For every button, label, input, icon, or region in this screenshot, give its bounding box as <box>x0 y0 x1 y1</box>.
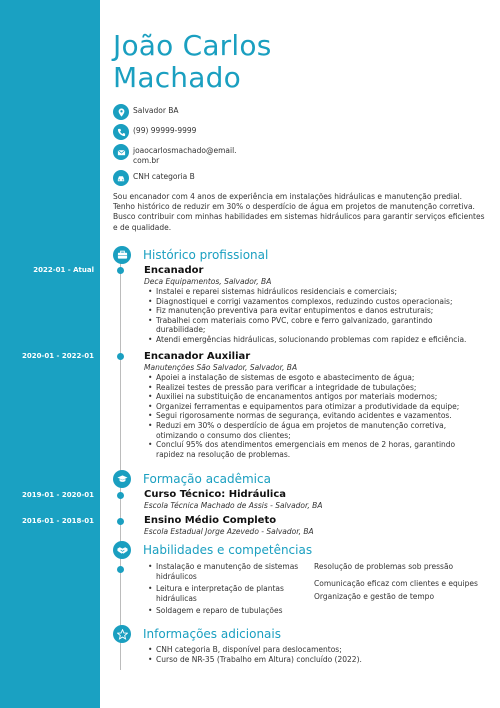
additional-info <box>144 645 484 664</box>
job-company-1: Deca Equipamentos, Salvador, BA <box>144 277 272 286</box>
section-education <box>113 470 271 488</box>
email-icon <box>113 144 129 160</box>
email-line-1: joaocarlosmachado@email. <box>133 146 237 155</box>
skills-column-2 <box>314 562 484 619</box>
section-skills <box>113 541 312 559</box>
list-item: • Curso de NR-35 (Trabalho em Altura) concluído (2022). <box>156 655 484 665</box>
job-company-2: Manutenções São Salvador, Salvador, BA <box>144 363 298 372</box>
edu-entry-2 <box>144 515 484 537</box>
professional-summary: Sou encanador com 4 anos de experiência em instalações hidráulicas e manutenção predial. Tenho histórico de reduzir em 30% o desperdício de água em projetos de manutenção corretiva. Busco contribuir com minhas habilidades em sistemas hidráulicos para garantir serviços eficientes e de qualidade. <box>113 192 485 232</box>
list-item: • Reduzi em 30% o desperdício de água em projetos de manutenção corretiva, otimizando o consumo dos clientes; <box>156 421 484 440</box>
location-icon <box>113 104 129 120</box>
candidate-name <box>113 30 485 94</box>
section-title-skills: Habilidades e competências <box>143 543 313 557</box>
edu-title-2: Ensino Médio Completo <box>144 515 277 526</box>
contact-location <box>113 106 485 120</box>
contact-phone <box>113 126 485 140</box>
timeline-dot <box>117 566 124 573</box>
edu-school-2: Escola Estadual Jorge Azevedo - Salvador, BA <box>144 527 314 536</box>
section-title-experience: Histórico profissional <box>143 248 269 262</box>
section-experience <box>113 246 268 264</box>
email-text <box>133 146 237 166</box>
graduation-cap-icon <box>113 470 131 488</box>
job-bullets-2 <box>144 373 484 459</box>
license-text: CNH categoria B <box>133 172 195 181</box>
list-item: • Soldagem e reparo de tubulações <box>156 606 314 616</box>
list-item: • Auxiliei na substituição de encanamentos antigos por materiais modernos; <box>156 392 484 402</box>
list-item: • Organizei ferramentas e equipamentos para otimizar a produtividade da equipe; <box>156 402 484 412</box>
timeline-dot <box>117 267 124 274</box>
skills-list-1 <box>144 562 314 616</box>
phone-icon <box>113 124 129 140</box>
location-text: Salvador BA <box>133 106 179 115</box>
list-item: • Trabalhei com materiais como PVC, cobre e ferro galvanizado, garantindo durabilidade; <box>156 316 484 335</box>
skills-list-2 <box>314 562 484 602</box>
list-item: • Leitura e interpretação de plantas hidráulicas <box>156 584 314 603</box>
phone-text: (99) 99999-9999 <box>133 126 197 135</box>
list-item: • Concluí 95% dos atendimentos emergenciais em menos de 2 horas, garantindo rapidez na resolução de problemas. <box>156 440 484 459</box>
contact-license <box>113 172 485 186</box>
edu-date-2: 2016-01 - 2018-01 <box>21 517 94 525</box>
section-title-additional: Informações adicionais <box>143 627 281 641</box>
header <box>113 30 485 233</box>
section-title-education: Formação acadêmica <box>143 472 271 486</box>
job-entry-2 <box>144 351 484 459</box>
contact-block <box>113 106 485 186</box>
star-icon <box>113 625 131 643</box>
timeline-line <box>120 262 121 670</box>
edu-date-1: 2019-01 - 2020-01 <box>21 491 94 499</box>
skills-column-1 <box>144 562 314 619</box>
list-item: • Realizei testes de pressão para verificar a integridade de tubulações; <box>156 383 484 393</box>
timeline-dot <box>117 492 124 499</box>
job-date-1: 2022-01 - Atual <box>33 266 94 274</box>
list-item: • Fiz manutenção preventiva para evitar entupimentos e danos estruturais; <box>156 306 484 316</box>
list-item: • Atendi emergências hidráulicas, solucionando problemas com rapidez e eficiência. <box>156 335 484 345</box>
list-item: • Instalação e manutenção de sistemas hidráulicos <box>156 562 314 581</box>
edu-title-1: Curso Técnico: Hidráulica <box>144 489 287 500</box>
skills-columns <box>144 562 484 619</box>
list-item: • Diagnostiquei e corrigi vazamentos complexos, reduzindo custos operacionais; <box>156 297 484 307</box>
job-title-1: Encanador <box>144 265 204 276</box>
list-item: Resolução de problemas sob pressão <box>314 562 454 571</box>
list-item: • CNH categoria B, disponível para deslocamentos; <box>156 645 484 655</box>
timeline-dot <box>117 518 124 525</box>
briefcase-icon <box>113 246 131 264</box>
name-line-1: João Carlos <box>113 29 272 62</box>
job-title-2: Encanador Auxiliar <box>144 351 251 362</box>
job-entry-1 <box>144 265 484 345</box>
list-item: • Apoiei a instalação de sistemas de esgoto e abastecimento de água; <box>156 373 484 383</box>
handshake-icon <box>113 541 131 559</box>
list-item: • Instalei e reparei sistemas hidráulicos residenciais e comerciais; <box>156 287 484 297</box>
timeline-dot <box>117 353 124 360</box>
edu-entry-1 <box>144 489 484 511</box>
job-bullets-1 <box>144 287 484 345</box>
list-item: Comunicação eficaz com clientes e equipes <box>314 578 478 588</box>
contact-email <box>113 146 485 166</box>
edu-school-1: Escola Técnica Machado de Assis - Salvador, BA <box>144 501 323 510</box>
car-icon <box>113 170 129 186</box>
email-line-2: com.br <box>133 156 160 165</box>
list-item: Organização e gestão de tempo <box>314 592 435 602</box>
list-item: • Segui rigorosamente normas de segurança, evitando acidentes e vazamentos. <box>156 411 484 421</box>
name-line-2: Machado <box>113 61 241 94</box>
section-additional <box>113 625 281 643</box>
additional-list <box>144 645 484 664</box>
job-date-2: 2020-01 - 2022-01 <box>21 352 94 360</box>
